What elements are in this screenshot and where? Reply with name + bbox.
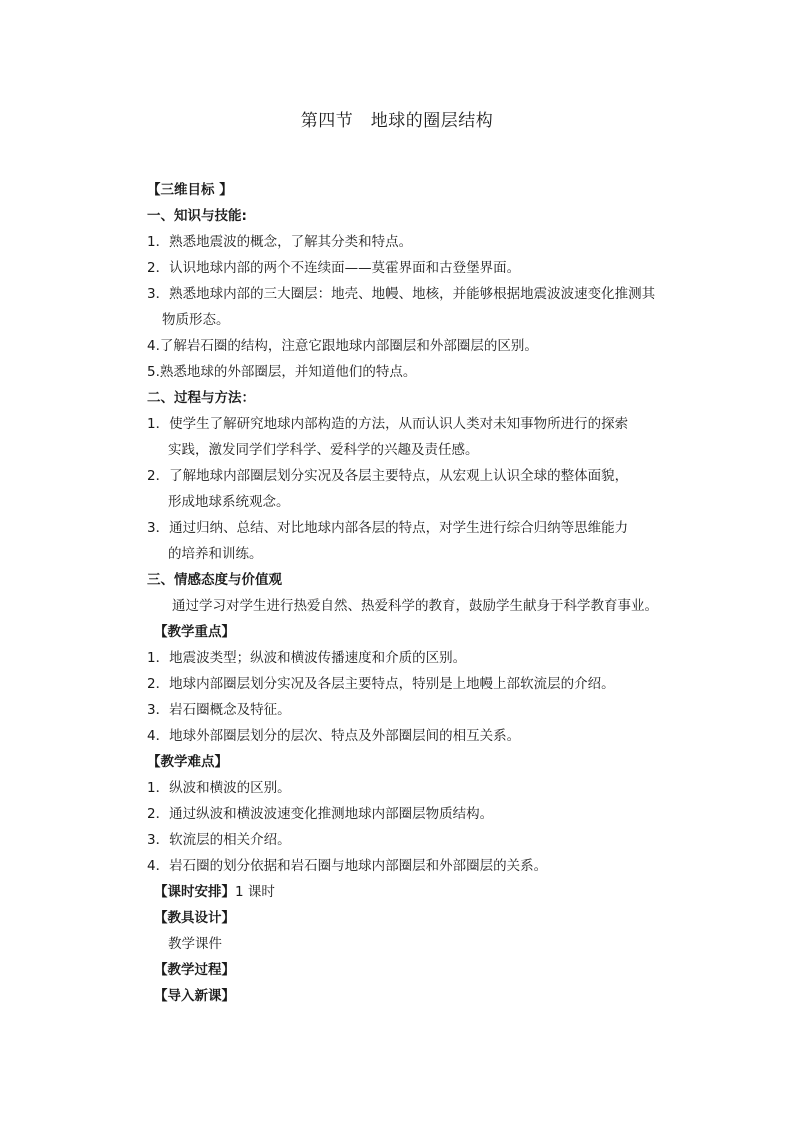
section-knowledge-heading: 一、知识与技能: [147, 208, 247, 224]
process-item-3-cont: 的培养和训练。 [168, 546, 263, 562]
process-item-2-cont: 形成地球系统观念。 [168, 494, 290, 510]
difficulty-item-3: 3．软流层的相关介绍。 [147, 832, 291, 848]
difficulty-heading: 【教学难点】 [147, 754, 228, 770]
process-item-2: 2．了解地球内部圈层划分实况及各层主要特点，从宏观上认识全球的整体面貌， [147, 468, 629, 484]
key-item-3: 3．岩石圈概念及特征。 [147, 702, 291, 718]
knowledge-item-3: 3．熟悉地球内部的三大圈层：地壳、地幔、地核，并能够根据地震波波速变化推测其 [147, 286, 656, 302]
knowledge-item-4: 4.了解岩石圈的结构，注意它跟地球内部圈层和外部圈层的区别。 [147, 338, 538, 354]
teaching-process-heading: 【教学过程】 [154, 962, 235, 978]
schedule-value: 1 课时 [235, 884, 275, 900]
section-attitude-heading: 三、情感态度与价值观 [147, 572, 282, 588]
schedule-line [154, 884, 275, 900]
knowledge-item-2: 2．认识地球内部的两个不连续面——莫霍界面和古登堡界面。 [147, 260, 521, 276]
process-item-3: 3．通过归纳、总结、对比地球内部各层的特点，对学生进行综合归纳等思维能力 [147, 520, 629, 536]
schedule-heading: 【课时安排】 [154, 884, 235, 900]
tools-heading: 【教具设计】 [154, 910, 235, 926]
difficulty-item-2: 2．通过纵波和横波波速变化推测地球内部圈层物质结构。 [147, 806, 494, 822]
tools-value: 教学课件 [168, 936, 222, 952]
knowledge-item-3-cont: 物质形态。 [162, 312, 230, 328]
difficulty-item-1: 1．纵波和横波的区别。 [147, 780, 291, 796]
knowledge-item-1: 1．熟悉地震波的概念，了解其分类和特点。 [147, 234, 413, 250]
knowledge-item-5: 5.熟悉地球的外部圈层，并知道他们的特点。 [147, 364, 417, 380]
goals-heading: 【三维目标 】 [147, 182, 233, 198]
key-points-heading: 【教学重点】 [154, 624, 235, 640]
document-title: 第四节 地球的圈层结构 [300, 111, 494, 131]
difficulty-item-4: 4．岩石圈的划分依据和岩石圈与地球内部圈层和外部圈层的关系。 [147, 858, 548, 874]
process-item-1: 1．使学生了解研究地球内部构造的方法，从而认识人类对未知事物所进行的探索 [147, 416, 629, 432]
attitude-text: 通过学习对学生进行热爱自然、热爱科学的教育，鼓励学生献身于科学教育事业。 [172, 598, 658, 614]
section-process-heading: 二、过程与方法： [147, 390, 255, 406]
key-item-1: 1．地震波类型；纵波和横波传播速度和介质的区别。 [147, 650, 467, 666]
intro-heading: 【导入新课】 [154, 988, 235, 1004]
key-item-2: 2．地球内部圈层划分实况及各层主要特点，特别是上地幔上部软流层的介绍。 [147, 676, 615, 692]
process-item-1-cont: 实践，激发同学们学科学、爱科学的兴趣及责任感。 [168, 442, 479, 458]
key-item-4: 4．地球外部圈层划分的层次、特点及外部圈层间的相互关系。 [147, 728, 521, 744]
